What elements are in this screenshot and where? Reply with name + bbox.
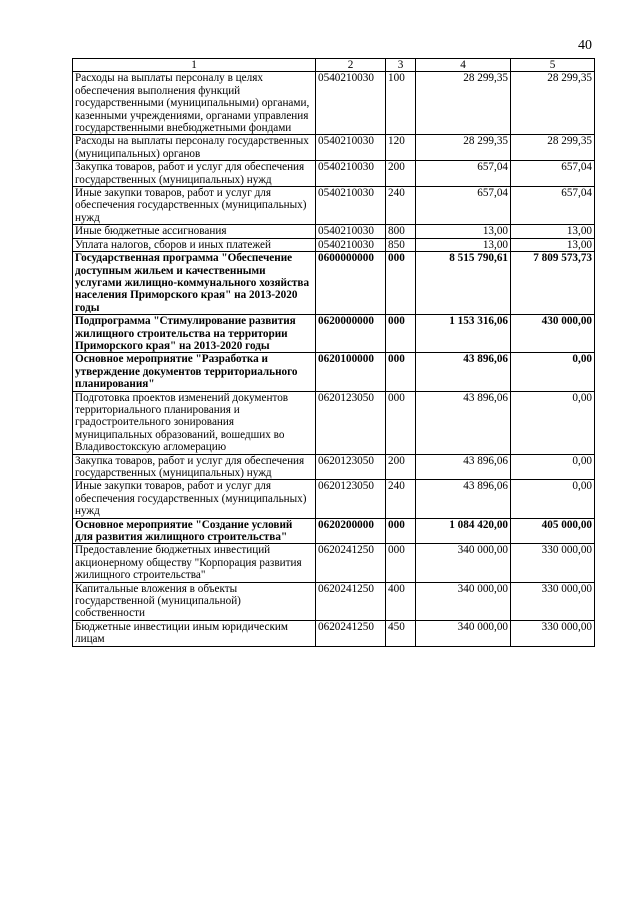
table-row <box>73 315 595 353</box>
column-header: 1 <box>73 59 316 72</box>
column-header: 5 <box>511 59 595 72</box>
row-amount-1: 1 084 420,00 <box>416 518 511 544</box>
row-amount-2: 405 000,00 <box>511 518 595 544</box>
row-expense-type: 000 <box>386 315 416 353</box>
row-name: Основное мероприятие "Создание условий для развития жилищного строительства" <box>73 518 316 544</box>
table-row <box>73 187 595 225</box>
row-code: 0540210030 <box>316 135 386 161</box>
row-amount-1: 28 299,35 <box>416 72 511 135</box>
row-name: Уплата налогов, сборов и иных платежей <box>73 238 316 251</box>
row-code: 0540210030 <box>316 238 386 251</box>
budget-table <box>72 58 595 647</box>
column-header: 3 <box>386 59 416 72</box>
row-amount-2: 28 299,35 <box>511 72 595 135</box>
row-name: Бюджетные инвестиции иным юридическим лицам <box>73 620 316 646</box>
page-number: 40 <box>578 38 592 53</box>
row-code: 0620000000 <box>316 315 386 353</box>
row-expense-type: 000 <box>386 252 416 315</box>
row-code: 0540210030 <box>316 72 386 135</box>
table-row <box>73 480 595 518</box>
row-name: Государственная программа "Обеспечение доступным жильем и качественными услугами жилищно-коммунального хозяйства населения Приморского края" на 2013-2020 годы <box>73 252 316 315</box>
row-expense-type: 850 <box>386 238 416 251</box>
row-expense-type: 450 <box>386 620 416 646</box>
row-code: 0620200000 <box>316 518 386 544</box>
table-row <box>73 582 595 620</box>
table-row <box>73 135 595 161</box>
row-amount-2: 657,04 <box>511 187 595 225</box>
table-header-row <box>73 59 595 72</box>
column-header: 4 <box>416 59 511 72</box>
table-row <box>73 518 595 544</box>
row-name: Подпрограмма "Стимулирование развития жилищного строительства на территории Приморского края" на 2013-2020 годы <box>73 315 316 353</box>
row-amount-2: 330 000,00 <box>511 620 595 646</box>
row-amount-2: 13,00 <box>511 238 595 251</box>
row-name: Основное мероприятие "Разработка и утверждение документов территориального планирования" <box>73 353 316 391</box>
row-expense-type: 200 <box>386 161 416 187</box>
row-amount-2: 7 809 573,73 <box>511 252 595 315</box>
row-code: 0620123050 <box>316 391 386 454</box>
table-row <box>73 454 595 480</box>
row-code: 0540210030 <box>316 161 386 187</box>
row-amount-2: 657,04 <box>511 161 595 187</box>
row-amount-1: 340 000,00 <box>416 620 511 646</box>
row-amount-1: 657,04 <box>416 161 511 187</box>
row-amount-1: 13,00 <box>416 225 511 238</box>
row-code: 0620241250 <box>316 582 386 620</box>
row-amount-1: 657,04 <box>416 187 511 225</box>
table-row <box>73 252 595 315</box>
row-expense-type: 240 <box>386 187 416 225</box>
row-expense-type: 400 <box>386 582 416 620</box>
row-expense-type: 000 <box>386 353 416 391</box>
row-amount-2: 330 000,00 <box>511 544 595 582</box>
row-expense-type: 200 <box>386 454 416 480</box>
row-amount-2: 28 299,35 <box>511 135 595 161</box>
row-amount-1: 8 515 790,61 <box>416 252 511 315</box>
row-name: Расходы на выплаты персоналу государственных (муниципальных) органов <box>73 135 316 161</box>
row-amount-1: 28 299,35 <box>416 135 511 161</box>
table-row <box>73 544 595 582</box>
row-code: 0620100000 <box>316 353 386 391</box>
row-amount-1: 43 896,06 <box>416 391 511 454</box>
row-amount-1: 43 896,06 <box>416 480 511 518</box>
row-name: Закупка товаров, работ и услуг для обеспечения государственных (муниципальных) нужд <box>73 454 316 480</box>
row-name: Подготовка проектов изменений документов территориального планирования и градостроительного зонирования муниципальных образований, вошедших во Владивостокскую агломерацию <box>73 391 316 454</box>
row-name: Капитальные вложения в объекты государственной (муниципальной) собственности <box>73 582 316 620</box>
row-amount-1: 340 000,00 <box>416 582 511 620</box>
row-amount-1: 43 896,06 <box>416 353 511 391</box>
row-amount-2: 430 000,00 <box>511 315 595 353</box>
row-name: Иные закупки товаров, работ и услуг для обеспечения государственных (муниципальных) нужд <box>73 187 316 225</box>
row-code: 0620241250 <box>316 544 386 582</box>
row-amount-2: 0,00 <box>511 454 595 480</box>
row-name: Расходы на выплаты персоналу в целях обеспечения выполнения функций государственными (муниципальными) органами, казенными учреждениями, органами управления государственными внебюджетными фондами <box>73 72 316 135</box>
row-expense-type: 000 <box>386 544 416 582</box>
row-amount-1: 43 896,06 <box>416 454 511 480</box>
row-code: 0540210030 <box>316 225 386 238</box>
row-code: 0600000000 <box>316 252 386 315</box>
table-row <box>73 620 595 646</box>
row-expense-type: 800 <box>386 225 416 238</box>
row-code: 0620241250 <box>316 620 386 646</box>
row-amount-1: 13,00 <box>416 238 511 251</box>
row-code: 0620123050 <box>316 454 386 480</box>
row-expense-type: 000 <box>386 391 416 454</box>
row-amount-2: 0,00 <box>511 391 595 454</box>
row-amount-1: 1 153 316,06 <box>416 315 511 353</box>
row-amount-1: 340 000,00 <box>416 544 511 582</box>
row-code: 0620123050 <box>316 480 386 518</box>
table-row <box>73 238 595 251</box>
row-name: Предоставление бюджетных инвестиций акционерному обществу "Корпорация развития жилищного строительства" <box>73 544 316 582</box>
row-code: 0540210030 <box>316 187 386 225</box>
table-row <box>73 225 595 238</box>
row-expense-type: 120 <box>386 135 416 161</box>
table-row <box>73 72 595 135</box>
row-name: Закупка товаров, работ и услуг для обеспечения государственных (муниципальных) нужд <box>73 161 316 187</box>
row-amount-2: 13,00 <box>511 225 595 238</box>
table-row <box>73 353 595 391</box>
row-expense-type: 000 <box>386 518 416 544</box>
row-expense-type: 240 <box>386 480 416 518</box>
row-amount-2: 330 000,00 <box>511 582 595 620</box>
column-header: 2 <box>316 59 386 72</box>
row-expense-type: 100 <box>386 72 416 135</box>
row-name: Иные закупки товаров, работ и услуг для обеспечения государственных (муниципальных) нужд <box>73 480 316 518</box>
table-row <box>73 391 595 454</box>
row-amount-2: 0,00 <box>511 480 595 518</box>
row-name: Иные бюджетные ассигнования <box>73 225 316 238</box>
row-amount-2: 0,00 <box>511 353 595 391</box>
table-row <box>73 161 595 187</box>
